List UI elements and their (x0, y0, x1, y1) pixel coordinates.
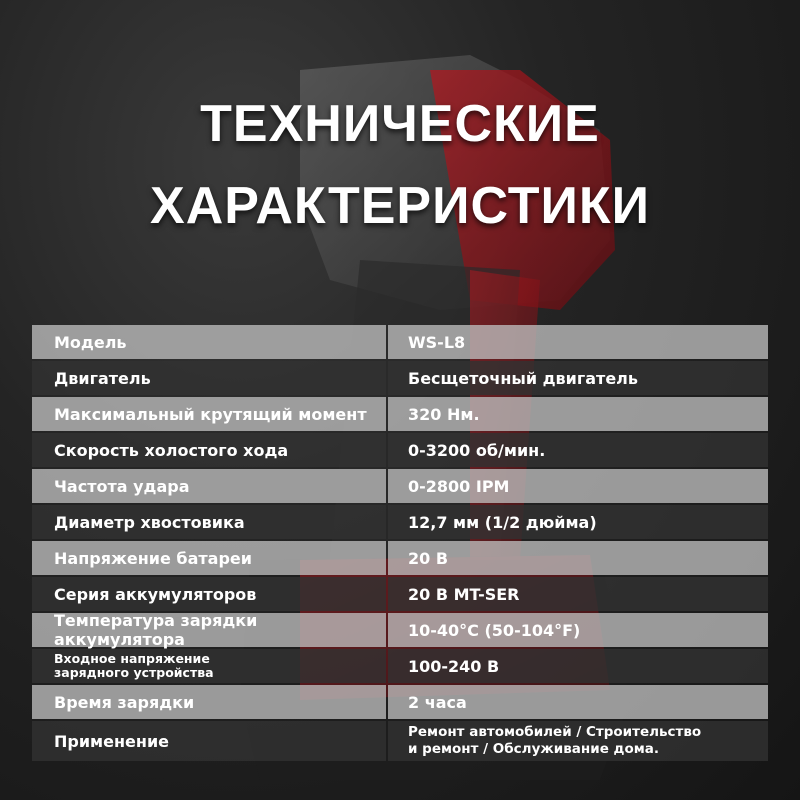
spec-row (32, 721, 768, 761)
spec-row (32, 397, 768, 431)
spec-label: Диаметр хвостовика (32, 505, 386, 539)
spec-value: 0-3200 об/мин. (388, 433, 768, 467)
spec-row (32, 577, 768, 611)
spec-row (32, 325, 768, 359)
spec-label: Напряжение батареи (32, 541, 386, 575)
spec-row (32, 505, 768, 539)
spec-value: WS-L8 (388, 325, 768, 359)
spec-label: Двигатель (32, 361, 386, 395)
spec-value: Ремонт автомобилей / Строительство и ремонт / Обслуживание дома. (388, 721, 768, 761)
spec-label: Применение (32, 721, 386, 761)
spec-row (32, 361, 768, 395)
spec-label: Скорость холостого хода (32, 433, 386, 467)
spec-row (32, 541, 768, 575)
spec-row (32, 433, 768, 467)
spec-label: Входное напряжение зарядного устройства (32, 649, 386, 683)
spec-value: 12,7 мм (1/2 дюйма) (388, 505, 768, 539)
spec-value: 0-2800 IPM (388, 469, 768, 503)
spec-label: Время зарядки (32, 685, 386, 719)
spec-label: Температура зарядки аккумулятора (32, 613, 386, 647)
spec-label: Максимальный крутящий момент (32, 397, 386, 431)
spec-label: Модель (32, 325, 386, 359)
spec-label: Частота удара (32, 469, 386, 503)
title-line-2: ХАРАКТЕРИСТИКИ (150, 177, 650, 235)
spec-label: Серия аккумуляторов (32, 577, 386, 611)
title-line-1: ТЕХНИЧЕСКИЕ (200, 95, 600, 153)
spec-row (32, 649, 768, 683)
spec-value: 20 В (388, 541, 768, 575)
spec-row (32, 685, 768, 719)
spec-value: 10-40°C (50-104°F) (388, 613, 768, 647)
spec-value: 20 В MT-SER (388, 577, 768, 611)
spec-value: Бесщеточный двигатель (388, 361, 768, 395)
spec-row (32, 613, 768, 647)
spec-value: 100-240 В (388, 649, 768, 683)
spec-row (32, 469, 768, 503)
spec-value: 2 часа (388, 685, 768, 719)
spec-value: 320 Нм. (388, 397, 768, 431)
specs-table (32, 325, 768, 763)
